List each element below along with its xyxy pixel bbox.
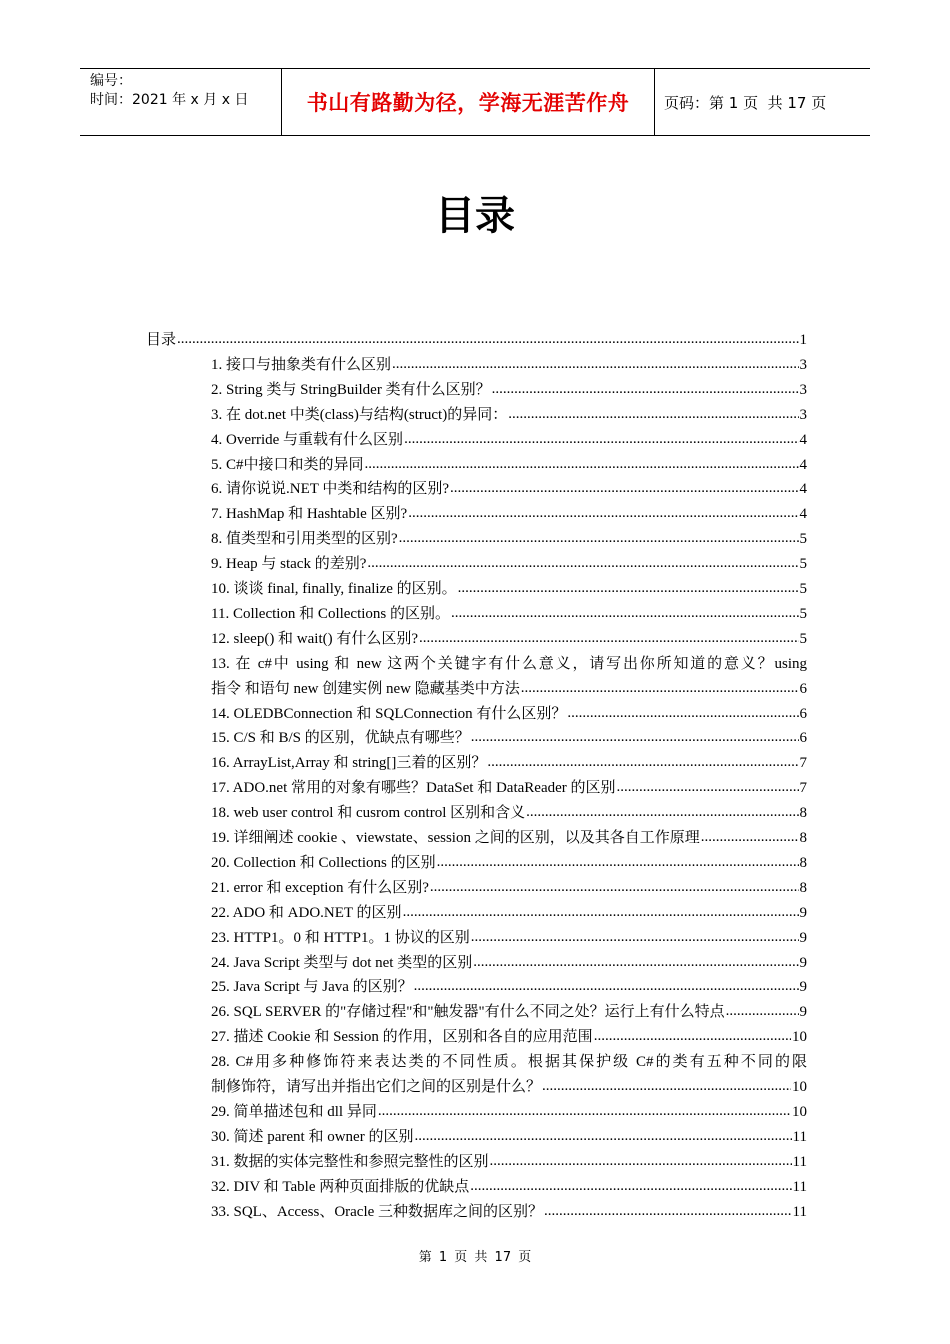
toc-entry-text: 11. Collection 和 Collections 的区别。 — [211, 605, 451, 622]
toc-entry[interactable] — [211, 1100, 807, 1125]
toc-leader-dots — [701, 825, 799, 850]
toc-leader-dots — [544, 1199, 792, 1224]
toc-page-number: 9 — [799, 904, 807, 921]
toc-entry-text: 23. HTTP1。0 和 HTTP1。1 协议的区别 — [211, 929, 470, 946]
toc-page-number: 5 — [799, 605, 807, 622]
toc-entry-text: 33. SQL、Access、Oracle 三种数据库之间的区别？ — [211, 1203, 544, 1220]
toc-entry-text: 14. OLEDBConnection 和 SQLConnection 有什么区别？ — [211, 705, 567, 722]
toc-leader-dots — [365, 452, 799, 477]
toc-leader-dots — [404, 427, 798, 452]
header-meta — [80, 69, 282, 135]
toc-page-number: 11 — [792, 1178, 807, 1195]
header-page-info: 页码：第 1 页 共 17 页 — [664, 93, 827, 112]
page-title: 目录 — [435, 193, 515, 239]
toc-page-number: 11 — [792, 1128, 807, 1145]
toc-entry-text: 4. Override 与重载有什么区别 — [211, 431, 404, 448]
toc-page-number: 11 — [792, 1153, 807, 1170]
toc-entry[interactable] — [211, 502, 807, 527]
toc-entry[interactable] — [211, 677, 807, 702]
toc-leader-dots — [542, 1074, 791, 1099]
toc-entry-root[interactable] — [146, 328, 807, 353]
toc-page-number: 3 — [799, 406, 807, 423]
toc-entry-text: 12. sleep() 和 wait() 有什么区别? — [211, 630, 419, 647]
toc-leader-dots — [177, 327, 798, 352]
toc-leader-dots — [526, 800, 798, 825]
toc-leader-dots — [521, 676, 799, 701]
toc-entry-text: 17. ADO.net 常用的对象有哪些？DataSet 和 DataReader 的区别 — [211, 780, 616, 797]
toc-entry-text: 22. ADO 和 ADO.NET 的区别 — [211, 904, 402, 921]
toc-entry[interactable] — [211, 403, 807, 428]
toc-page-number: 1 — [799, 332, 807, 348]
toc-leader-dots — [487, 750, 798, 775]
toc-entry[interactable] — [211, 353, 807, 378]
toc-page-number: 11 — [792, 1203, 807, 1220]
toc-leader-dots — [508, 402, 798, 427]
toc-leader-dots — [473, 950, 798, 975]
toc-entry[interactable] — [211, 876, 807, 901]
toc-entry[interactable] — [211, 1025, 807, 1050]
toc-page-number: 9 — [799, 979, 807, 996]
toc-leader-dots — [451, 601, 798, 626]
toc-entry[interactable] — [211, 801, 807, 826]
toc-leader-dots — [471, 925, 799, 950]
toc-entry[interactable] — [211, 926, 807, 951]
toc-page-number: 7 — [799, 780, 807, 797]
toc-page-number: 8 — [799, 854, 807, 871]
toc-entry[interactable] — [211, 602, 807, 627]
toc-entry-text: 25. Java Script 与 Java 的区别？ — [211, 979, 413, 996]
toc-entry-text: 30. 简述 parent 和 owner 的区别 — [211, 1128, 414, 1145]
toc-entry-text: 20. Collection 和 Collections 的区别 — [211, 854, 436, 871]
toc-entry[interactable] — [211, 1075, 807, 1100]
toc-entry-text: 10. 谈谈 final, finally, finalize 的区别。 — [211, 581, 457, 597]
toc-entry-text: 21. error 和 exception 有什么区别? — [211, 879, 429, 896]
toc-entry-text: 5. C#中接口和类的异同 — [211, 456, 364, 473]
toc-entry-text[interactable]: 13. 在 c#中 using 和 new 这两个关键字有什么意义，请写出你所知道的意义？using — [211, 655, 807, 672]
page-header — [80, 68, 870, 136]
toc-entry-text: 6. 请你说说.NET 中类和结构的区别? — [211, 481, 450, 498]
toc-leader-dots — [490, 1149, 792, 1174]
toc-entry-text: 1. 接口与抽象类有什么区别 — [211, 356, 392, 373]
toc-entry[interactable] — [211, 428, 807, 453]
toc-entry-text: 26. SQL SERVER 的"存储过程"和"触发器"有什么不同之处？运行上有什么特点 — [211, 1004, 725, 1021]
toc-leader-dots — [403, 900, 799, 925]
toc-entry[interactable] — [211, 577, 807, 602]
toc-entry[interactable] — [211, 901, 807, 926]
toc-leader-dots — [367, 551, 798, 576]
toc-page-number: 4 — [799, 456, 807, 473]
header-number: 编号： — [90, 73, 132, 89]
header-time: 时间：2021 年 x 月 x 日 — [90, 92, 249, 108]
toc-entry-text[interactable]: 28. C#用多种修饰符来表达类的不同性质。根据其保护级 C#的类有五种不同的限 — [211, 1054, 807, 1071]
toc-leader-dots — [437, 850, 799, 875]
toc-entry-text: 3. 在 dot.net 中类(class)与结构(struct)的异同： — [211, 406, 508, 423]
toc-leader-dots — [470, 1174, 791, 1199]
toc-page-number: 9 — [799, 954, 807, 971]
toc-entry[interactable] — [211, 477, 807, 502]
page-footer: 第 1 页 共 17 页 — [418, 1250, 532, 1265]
toc-leader-dots — [414, 974, 799, 999]
toc-leader-dots — [458, 576, 799, 601]
toc-leader-dots — [492, 377, 799, 402]
toc-leader-dots — [378, 1099, 791, 1124]
toc-entry[interactable] — [211, 751, 807, 776]
toc-page-number: 8 — [799, 830, 807, 846]
toc-page-number: 5 — [799, 630, 807, 647]
toc-page-number: 10 — [792, 1079, 807, 1095]
toc-entry[interactable] — [211, 826, 807, 851]
toc-entry-text: 制修饰符，请写出并指出它们之间的区别是什么？ — [211, 1079, 542, 1095]
toc-leader-dots — [567, 701, 798, 726]
toc-page-number: 8 — [799, 879, 807, 896]
toc-entry-text: 19. 详细阐述 cookie 、viewstate、session 之间的区别，以及其各自工作原理 — [211, 830, 700, 846]
toc-entry-text: 指令 和语句 new 创建实例 new 隐藏基类中方法 — [211, 680, 520, 697]
toc-page-number: 7 — [799, 755, 807, 772]
toc-page-number: 6 — [799, 680, 807, 697]
toc-leader-dots — [408, 501, 798, 526]
toc-page-number: 10 — [792, 1029, 807, 1046]
toc-page-number: 3 — [799, 381, 807, 398]
toc-entry-text: 32. DIV 和 Table 两种页面排版的优缺点 — [211, 1178, 470, 1195]
toc-leader-dots — [471, 725, 799, 750]
toc-leader-dots — [450, 476, 798, 501]
toc-entry[interactable] — [211, 776, 807, 801]
toc-entry[interactable] — [211, 378, 807, 403]
toc-entry[interactable] — [211, 975, 807, 1000]
toc-entry[interactable] — [211, 726, 807, 751]
toc-leader-dots — [594, 1024, 791, 1049]
toc-entry[interactable] — [211, 1000, 807, 1025]
toc-page-number: 8 — [799, 805, 807, 822]
toc-entry[interactable] — [211, 1175, 807, 1200]
toc-page-number: 3 — [799, 356, 807, 373]
toc-page-number: 6 — [799, 730, 807, 747]
toc-entry[interactable] — [211, 1200, 807, 1225]
toc-entry[interactable] — [211, 1125, 807, 1150]
toc-entry[interactable] — [211, 851, 807, 876]
toc-page-number: 4 — [799, 506, 807, 523]
toc-entry[interactable] — [211, 951, 807, 976]
toc-entry[interactable] — [211, 702, 807, 727]
toc-entry-text: 24. Java Script 类型与 dot net 类型的区别 — [211, 954, 473, 971]
toc-page-number: 9 — [799, 1004, 807, 1021]
toc-entry[interactable] — [211, 627, 807, 652]
toc-entry-text: 15. C/S 和 B/S 的区别，优缺点有哪些？ — [211, 730, 470, 747]
toc-entry-text: 7. HashMap 和 Hashtable 区别? — [211, 506, 408, 523]
toc-entry[interactable] — [211, 453, 807, 478]
toc-entry-text: 16. ArrayList,Array 和 string[]三着的区别？ — [211, 755, 487, 772]
toc-entry-text: 9. Heap 与 stack 的差别? — [211, 556, 367, 573]
toc-entry[interactable] — [211, 1150, 807, 1175]
toc-entry-text: 2. String 类与 StringBuilder 类有什么区别？ — [211, 381, 491, 398]
toc-page-number: 4 — [799, 431, 807, 448]
toc-page-number: 10 — [792, 1103, 807, 1120]
toc-page-number: 9 — [799, 929, 807, 946]
toc-leader-dots — [399, 526, 799, 551]
toc-entry-text: 8. 值类型和引用类型的区别? — [211, 531, 398, 548]
toc-page-number: 6 — [799, 705, 807, 722]
toc-page-number: 4 — [799, 481, 807, 498]
toc-page-number: 5 — [799, 556, 807, 573]
toc-entry[interactable] — [211, 552, 807, 577]
toc-page-number: 5 — [799, 531, 807, 548]
toc-leader-dots — [419, 626, 798, 651]
toc-entry-text: 目录 — [146, 332, 177, 348]
toc-leader-dots — [414, 1124, 791, 1149]
toc-entry-text: 27. 描述 Cookie 和 Session 的作用，区别和各自的应用范围 — [211, 1029, 593, 1046]
toc-leader-dots — [430, 875, 799, 900]
toc-leader-dots — [617, 775, 799, 800]
toc-entry-text: 29. 简单描述包和 dll 异同 — [211, 1103, 377, 1120]
toc-entry[interactable] — [211, 527, 807, 552]
toc-entry-text: 31. 数据的实体完整性和参照完整性的区别 — [211, 1153, 489, 1170]
toc-leader-dots — [726, 999, 799, 1024]
toc-page-number: 5 — [799, 581, 807, 597]
toc-leader-dots — [392, 352, 798, 377]
toc-entry-text: 18. web user control 和 cusrom control 区别和含义 — [211, 805, 526, 822]
header-motto: 书山有路勤为径，学海无涯苦作舟 — [282, 69, 655, 135]
